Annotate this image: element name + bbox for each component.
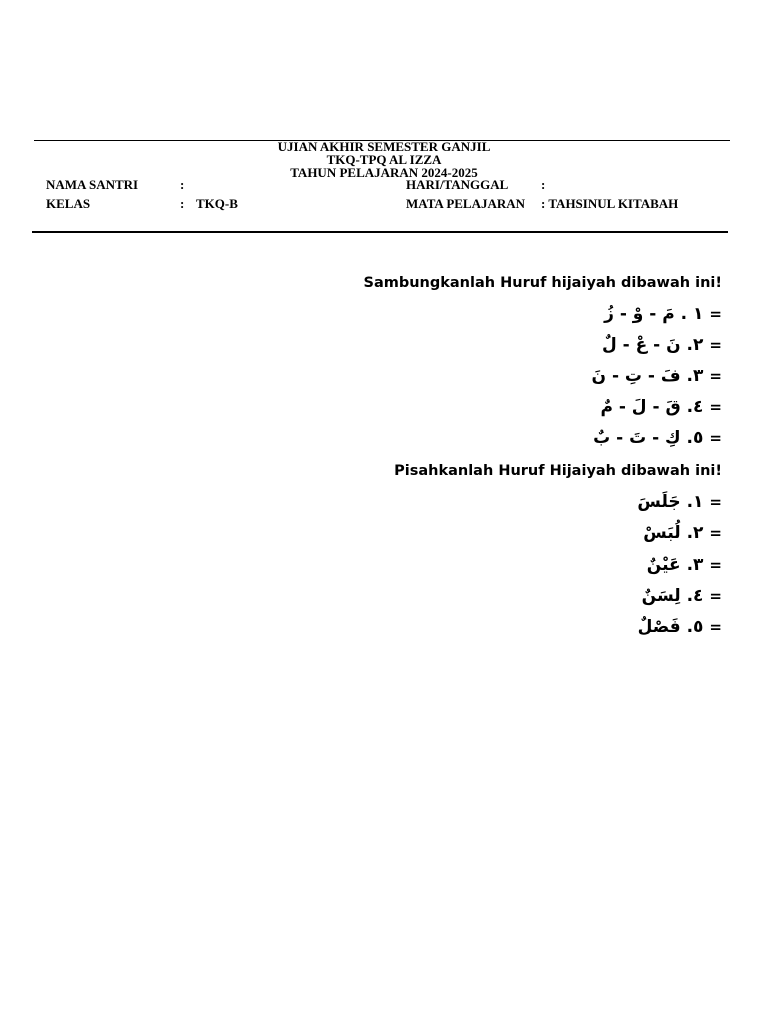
section1-item-1	[604, 304, 722, 324]
section1-item-1-equals: =	[709, 305, 722, 323]
school-name: TKQ-TPQ AL IZZA	[326, 152, 442, 167]
section2-item-5-text: ٥. فَصْلٌ	[637, 617, 704, 637]
mata-pelajaran-label: MATA PELAJARAN	[406, 196, 526, 211]
kelas-value: TKQ-B	[196, 196, 238, 211]
section2-item-4-equals: =	[709, 587, 722, 605]
section2-item-5	[638, 617, 722, 637]
section1-item-4	[600, 397, 722, 417]
exam-title: UJIAN AKHIR SEMESTER GANJIL	[277, 139, 491, 154]
kelas-colon: :	[180, 196, 185, 211]
section1-item-4-text: ٤. قَ - لَ - مٌ	[600, 397, 704, 417]
section1-title: Sambungkanlah Huruf hijaiyah dibawah ini!	[363, 275, 722, 291]
section1-item-1-text: ١ . مَ - وْ - زُ	[604, 304, 704, 324]
section1-item-2-equals: =	[709, 336, 722, 354]
header-bottom-rule	[32, 231, 728, 233]
section1-item-2-text: ٢. نَ - عْ - لٌ	[601, 335, 704, 355]
section1-item-2	[602, 335, 722, 355]
section1-item-3-equals: =	[709, 367, 722, 385]
section2-item-2-equals: =	[709, 524, 722, 542]
section2-item-4	[642, 586, 722, 606]
section2-item-1-equals: =	[709, 493, 722, 511]
hari-tanggal-colon: :	[541, 177, 546, 192]
section2-item-1	[637, 492, 722, 512]
nama-santri-colon: :	[180, 177, 185, 192]
section1-item-3-text: ٣. فَ - تِ - نَ	[591, 366, 704, 386]
section1-item-4-equals: =	[709, 398, 722, 416]
kelas-label: KELAS	[46, 196, 91, 211]
section1-item-3	[592, 366, 722, 386]
section1-item-5-equals: =	[709, 429, 722, 447]
section2-item-1-text: ١. جَلَسَ	[637, 492, 704, 512]
section1-item-5-text: ٥. كِ - تَ - بٌ	[593, 428, 704, 448]
section2-item-2	[643, 523, 722, 543]
nama-santri-label: NAMA SANTRI	[46, 177, 139, 192]
hari-tanggal-label: HARI/TANGGAL	[406, 177, 509, 192]
section2-item-3-equals: =	[709, 556, 722, 574]
section1-item-5	[593, 428, 722, 448]
mata-pelajaran-value: : TAHSINUL KITABAH	[541, 196, 679, 211]
academic-year: TAHUN PELAJARAN 2024-2025	[290, 165, 478, 180]
section2-item-4-text: ٤. لِسَنٌ	[641, 586, 704, 606]
section2-item-2-text: ٢. لُبَسْ	[643, 523, 704, 543]
section2-item-5-equals: =	[709, 618, 722, 636]
section2-title: Pisahkanlah Huruf Hijaiyah dibawah ini!	[394, 463, 722, 479]
section2-item-3-text: ٣. عَيْنٌ	[646, 555, 704, 575]
section2-item-3	[647, 555, 722, 575]
